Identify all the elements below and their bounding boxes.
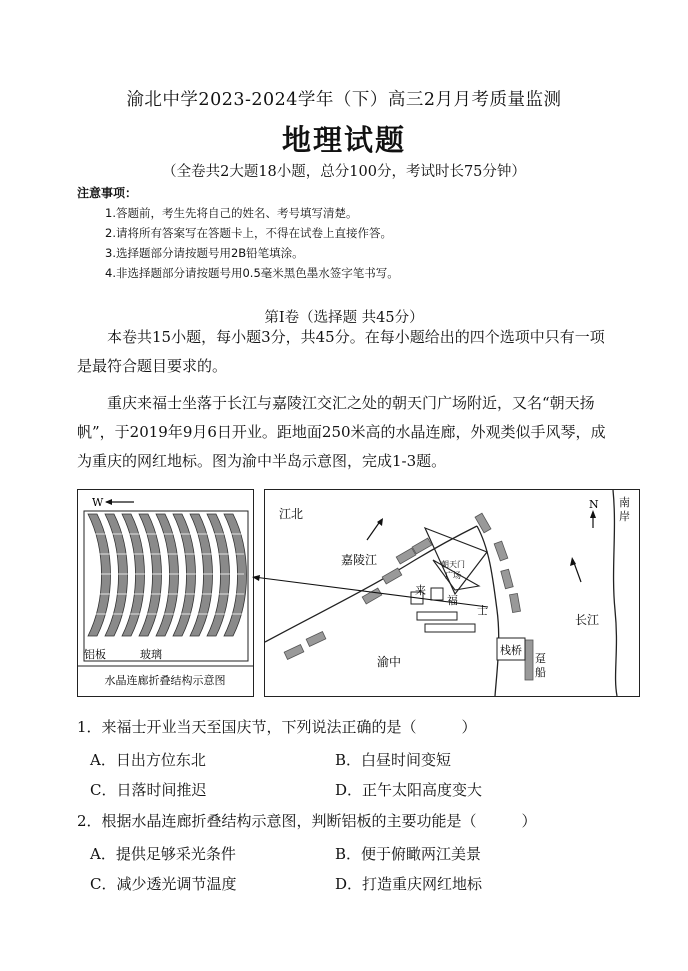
boat bbox=[475, 513, 491, 533]
label-nan: 南 bbox=[619, 496, 630, 509]
notice-heading: 注意事项： bbox=[77, 186, 138, 200]
notice-item: 1.答题前，考生先将自己的姓名、考号填写清楚。 bbox=[105, 206, 358, 220]
label-plaza-1: 朝天门 bbox=[441, 560, 465, 569]
notice-item: 3.选择题部分请按题号用2B铅笔填涂。 bbox=[105, 246, 304, 260]
exam-subtitle: （全卷共2大题18小题，总分100分，考试时长75分钟） bbox=[162, 164, 526, 180]
section-title: 第Ⅰ卷（选择题 共45分） bbox=[264, 310, 424, 326]
material-paragraph bbox=[77, 389, 617, 476]
corridor-structure-svg bbox=[78, 490, 253, 696]
notice-item: 2.请将所有答案写在答题卡上，不得在试卷上直接作答。 bbox=[105, 226, 392, 240]
building bbox=[417, 612, 457, 620]
question-2-stem: 2．根据水晶连廊折叠结构示意图，判断铝板的主要功能是（ ） bbox=[77, 812, 537, 830]
label-ting: 趸 bbox=[535, 652, 546, 665]
west-label: W bbox=[92, 496, 104, 509]
figure-caption: 水晶连廊折叠结构示意图 bbox=[104, 674, 226, 687]
label-jialingjiang: 嘉陵江 bbox=[341, 553, 378, 567]
label-pier: 栈桥 bbox=[500, 644, 522, 657]
boat bbox=[501, 569, 513, 588]
label-jiangbei: 江北 bbox=[279, 507, 304, 521]
label-shi: 士 bbox=[477, 604, 488, 617]
label-fu: 福 bbox=[447, 594, 458, 607]
question-1-stem: 1．来福士开业当天至国庆节，下列说法正确的是（ ） bbox=[77, 718, 477, 736]
q1-option-a: A．日出方位东北 bbox=[90, 751, 206, 769]
q2-option-d: D．打造重庆网红地标 bbox=[335, 875, 483, 893]
boat bbox=[306, 632, 326, 647]
q2-option-c: C．减少透光调节温度 bbox=[90, 875, 237, 893]
connector-arrow-svg bbox=[240, 570, 490, 610]
pontoon-boat bbox=[525, 640, 533, 680]
label-yuzhong: 渝中 bbox=[377, 655, 402, 669]
label-north: N bbox=[589, 498, 599, 511]
subject-title: 地理试题 bbox=[281, 123, 406, 157]
building bbox=[425, 624, 475, 632]
section-intro bbox=[77, 323, 617, 381]
south-bank-line bbox=[613, 490, 617, 696]
connector-line bbox=[254, 577, 488, 607]
boat bbox=[494, 541, 508, 561]
label-lai: 来 bbox=[415, 584, 426, 597]
q1-option-d: D．正午太阳高度变大 bbox=[335, 781, 483, 799]
connector-arrowhead bbox=[252, 575, 260, 581]
west-arrow-head bbox=[105, 499, 112, 505]
boat bbox=[284, 645, 304, 660]
boat bbox=[509, 593, 520, 612]
exam-title: 渝北中学2023-2024学年（下）高三2月月考质量监测 bbox=[126, 90, 562, 110]
q2-option-a: A．提供足够采光条件 bbox=[90, 845, 236, 863]
north-arrowhead bbox=[590, 510, 596, 518]
q1-option-b: B．白昼时间变短 bbox=[335, 751, 452, 769]
label-yangtze: 长江 bbox=[575, 613, 600, 627]
aluminum-label: 铝板 bbox=[84, 648, 106, 661]
label-plaza-2: 广场 bbox=[445, 571, 461, 580]
label-an: 岸 bbox=[619, 510, 630, 523]
corridor-structure-figure bbox=[77, 489, 254, 697]
notice-item: 4.非选择题部分请按题号用0.5毫米黑色墨水签字笔书写。 bbox=[105, 266, 399, 280]
q2-option-b: B．便于俯瞰两江美景 bbox=[335, 845, 482, 863]
q1-option-c: C．日落时间推迟 bbox=[90, 781, 207, 799]
glass-label: 玻璃 bbox=[140, 648, 162, 661]
material-text: 重庆来福士坐落于长江与嘉陵江交汇之处的朝天门广场附近，又名“朝天扬帆”，于2019年9月6日开业。距地面250米高的水晶连廊，外观类似手风琴，成为重庆的网红地标。图为渝中半岛示意图，完成1-3题。 bbox=[77, 394, 606, 470]
section-intro-text: 本卷共15小题，每小题3分，共45分。在每小题给出的四个选项中只有一项是最符合题目要求的。 bbox=[77, 328, 605, 375]
label-chuan: 船 bbox=[535, 666, 546, 679]
